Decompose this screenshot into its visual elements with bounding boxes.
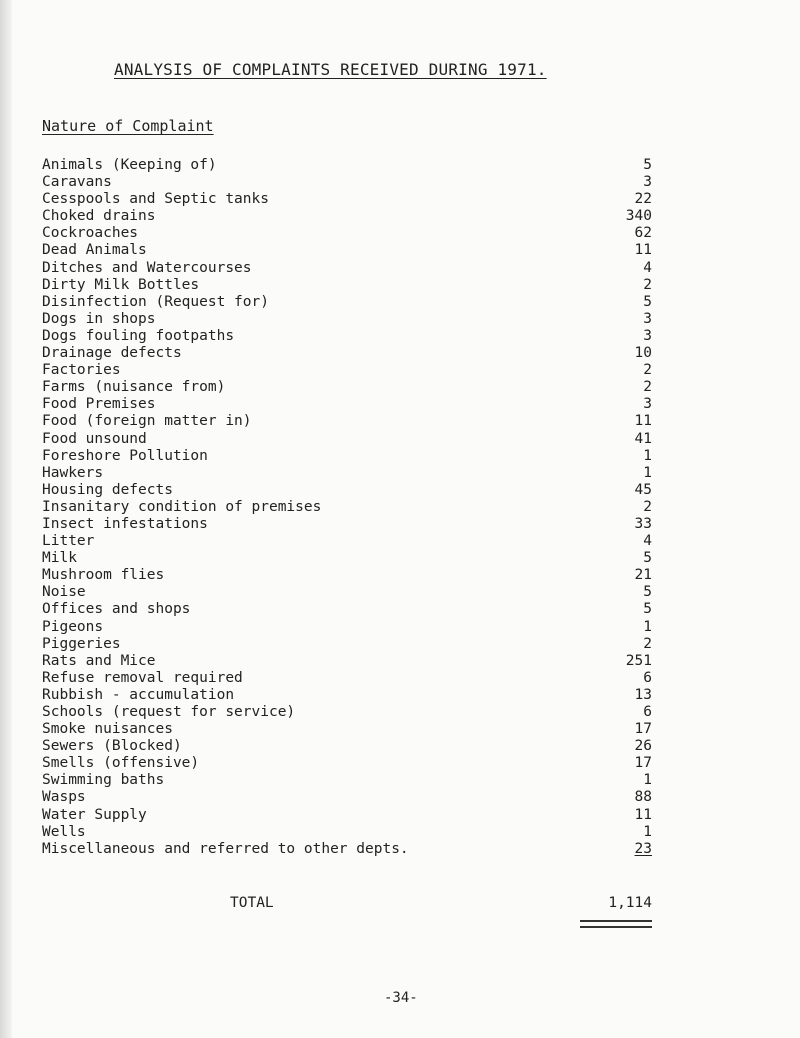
complaint-label: Insect infestations	[42, 515, 208, 532]
complaint-row	[42, 294, 652, 311]
complaint-list	[42, 157, 652, 858]
complaint-label: Mushroom flies	[42, 567, 165, 584]
complaint-count: 1	[643, 823, 652, 840]
complaint-count: 11	[634, 242, 652, 259]
complaint-count: 4	[643, 259, 652, 276]
complaint-label: Dogs fouling footpaths	[42, 327, 235, 344]
complaint-count: 1	[643, 618, 652, 635]
complaint-count: 340	[625, 208, 652, 225]
complaint-label: Sewers (Blocked)	[42, 738, 182, 755]
complaint-count: 41	[634, 430, 652, 447]
complaint-label: Foreshore Pollution	[42, 447, 208, 464]
complaint-count: 3	[643, 396, 652, 413]
complaint-count: 33	[634, 515, 652, 532]
total-value: 1,114	[608, 895, 652, 911]
complaint-label: Wasps	[42, 789, 86, 806]
complaint-row	[42, 345, 652, 362]
complaint-row	[42, 225, 652, 242]
complaint-count: 22	[634, 191, 652, 208]
complaint-count: 5	[643, 550, 652, 567]
complaint-count: 1	[643, 447, 652, 464]
complaint-row	[42, 379, 652, 396]
complaint-row	[42, 516, 652, 533]
complaint-row	[42, 465, 652, 482]
complaint-row	[42, 670, 652, 687]
complaint-row	[42, 157, 652, 174]
complaint-label: Noise	[42, 584, 86, 601]
page-edge-shadow	[0, 0, 12, 1038]
complaint-count: 2	[643, 498, 652, 515]
complaint-label: Smells (offensive)	[42, 755, 200, 772]
complaint-row	[42, 174, 652, 191]
page-number: -34-	[384, 990, 418, 1006]
complaint-row	[42, 396, 652, 413]
complaint-row	[42, 260, 652, 277]
complaint-count: 21	[634, 567, 652, 584]
complaint-row	[42, 584, 652, 601]
complaint-row	[42, 277, 652, 294]
complaint-row	[42, 208, 652, 225]
total-label: TOTAL	[230, 895, 274, 911]
complaint-label: Water Supply	[42, 806, 147, 823]
complaint-label: Disinfection (Request for)	[42, 293, 269, 310]
complaint-row	[42, 807, 652, 824]
complaint-row	[42, 550, 652, 567]
complaint-label: Pigeons	[42, 618, 104, 635]
complaint-label: Cockroaches	[42, 225, 139, 242]
complaint-label: Food (foreign matter in)	[42, 413, 252, 430]
complaint-row	[42, 653, 652, 670]
complaint-count: 2	[643, 276, 652, 293]
complaint-label: Factories	[42, 362, 121, 379]
complaint-label: Miscellaneous and referred to other depts.	[42, 840, 409, 857]
complaint-label: Litter	[42, 533, 95, 550]
complaint-count: 6	[643, 669, 652, 686]
complaint-count: 5	[643, 157, 652, 173]
complaint-row	[42, 721, 652, 738]
complaint-row	[42, 601, 652, 618]
complaint-count: 62	[634, 225, 652, 242]
complaint-count: 3	[643, 327, 652, 344]
complaint-label: Farms (nuisance from)	[42, 379, 226, 396]
complaint-count: 1	[643, 772, 652, 789]
complaint-label: Dogs in shops	[42, 310, 156, 327]
complaint-row	[42, 738, 652, 755]
complaint-row	[42, 431, 652, 448]
complaint-count: 4	[643, 533, 652, 550]
complaint-label: Food unsound	[42, 430, 147, 447]
complaint-label: Rats and Mice	[42, 652, 156, 669]
complaint-label: Choked drains	[42, 208, 156, 225]
complaint-label: Refuse removal required	[42, 669, 243, 686]
complaint-label: Cesspools and Septic tanks	[42, 191, 269, 208]
complaint-count: 13	[634, 686, 652, 703]
complaint-count: 45	[634, 481, 652, 498]
complaint-label: Drainage defects	[42, 345, 182, 362]
complaint-label: Dirty Milk Bottles	[42, 276, 200, 293]
complaint-count: 3	[643, 174, 652, 191]
section-heading: Nature of Complaint	[42, 117, 214, 135]
complaint-count: 6	[643, 704, 652, 720]
complaint-label: Offices and shops	[42, 601, 191, 618]
complaint-label: Ditches and Watercourses	[42, 259, 252, 276]
total-row	[42, 895, 652, 915]
complaint-label: Hawkers	[42, 464, 104, 481]
complaint-row	[42, 191, 652, 208]
complaint-label: Housing defects	[42, 481, 173, 498]
complaint-label: Piggeries	[42, 635, 121, 652]
complaint-label: Animals (Keeping of)	[42, 157, 217, 173]
complaint-label: Caravans	[42, 174, 112, 191]
complaint-row	[42, 448, 652, 465]
complaint-row	[42, 755, 652, 772]
complaint-count: 10	[634, 345, 652, 362]
complaint-row	[42, 482, 652, 499]
complaint-label: Milk	[42, 550, 77, 567]
complaint-count: 2	[643, 379, 652, 396]
complaint-count: 251	[625, 652, 652, 669]
complaint-count: 5	[643, 584, 652, 601]
total-double-underline	[580, 920, 652, 928]
complaint-row	[42, 242, 652, 259]
complaint-row	[42, 824, 652, 841]
complaint-count: 88	[634, 789, 652, 806]
complaint-row	[42, 567, 652, 584]
complaint-label: Food Premises	[42, 396, 156, 413]
complaint-count: 26	[634, 738, 652, 755]
complaint-count: 17	[634, 755, 652, 772]
complaint-label: Schools (request for service)	[42, 704, 296, 720]
complaint-row	[42, 533, 652, 550]
complaint-count: 5	[643, 293, 652, 310]
complaint-row	[42, 704, 652, 721]
complaint-row	[42, 328, 652, 345]
complaint-label: Swimming baths	[42, 772, 165, 789]
complaint-row	[42, 772, 652, 789]
complaint-label: Smoke nuisances	[42, 721, 173, 738]
complaint-row	[42, 636, 652, 653]
complaint-count: 2	[643, 362, 652, 379]
complaint-row	[42, 499, 652, 516]
complaint-count: 11	[634, 413, 652, 430]
complaint-label: Rubbish - accumulation	[42, 686, 235, 703]
complaint-count: 5	[643, 601, 652, 618]
complaint-label: Dead Animals	[42, 242, 147, 259]
complaint-label: Insanitary condition of premises	[42, 498, 322, 515]
complaint-row	[42, 311, 652, 328]
complaint-row	[42, 619, 652, 636]
complaint-row	[42, 413, 652, 430]
complaint-row	[42, 789, 652, 806]
complaint-row	[42, 841, 652, 858]
complaint-count: 3	[643, 310, 652, 327]
complaint-count: 2	[643, 635, 652, 652]
complaint-count: 1	[643, 464, 652, 481]
document-title: ANALYSIS OF COMPLAINTS RECEIVED DURING 1971.	[114, 60, 547, 79]
complaint-label: Wells	[42, 823, 86, 840]
complaint-row	[42, 362, 652, 379]
complaint-count: 23	[634, 840, 652, 857]
complaint-row	[42, 687, 652, 704]
complaint-count: 17	[634, 721, 652, 738]
complaint-count: 11	[634, 806, 652, 823]
